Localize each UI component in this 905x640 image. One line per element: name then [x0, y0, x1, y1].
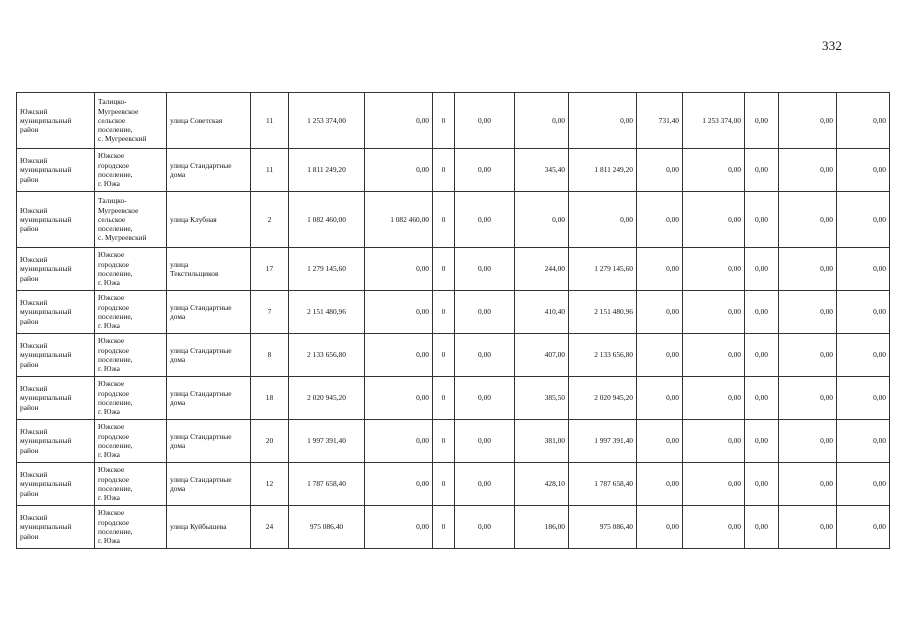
- value-cell: 0,00: [683, 377, 745, 420]
- value-cell: 0,00: [365, 248, 433, 291]
- settlement-cell-line: поселение,: [98, 527, 133, 536]
- street-cell-line: улица Стандартные: [170, 388, 232, 398]
- street-cell: [167, 463, 251, 506]
- value-cell: 0,00: [779, 377, 837, 420]
- settlement-cell-line: Южское: [98, 151, 125, 161]
- settlement-cell-line: с. Мугреевский: [98, 134, 147, 144]
- value-cell: 2 020 945,20: [569, 377, 637, 420]
- value-cell: 0,00: [779, 334, 837, 377]
- district-cell-line: муниципальный: [20, 264, 72, 274]
- value-cell: 2 133 656,80: [569, 334, 637, 377]
- value-cell: 0,00: [745, 291, 779, 334]
- district-cell: [17, 93, 95, 149]
- value-cell: 0,00: [455, 291, 515, 334]
- district-cell-line: Южский: [20, 205, 48, 215]
- street-cell-line: улица Куйбышева: [170, 522, 227, 532]
- table-row: [17, 420, 890, 463]
- total-cost-cell: 2 020 945,20: [289, 377, 365, 420]
- value-cell: 2 151 480,96: [569, 291, 637, 334]
- settlement-cell-line: г. Южа: [98, 536, 120, 546]
- street-cell: [167, 149, 251, 192]
- district-cell-line: район: [20, 402, 39, 412]
- value-cell: 0,00: [745, 93, 779, 149]
- number-cell: 11: [251, 149, 289, 192]
- value-cell: 0,00: [837, 506, 890, 549]
- value-cell: 0,00: [779, 93, 837, 149]
- settlement-cell-line: поселение,: [98, 441, 133, 450]
- total-cost-cell: 1 787 658,40: [289, 463, 365, 506]
- value-cell: 0,00: [779, 291, 837, 334]
- settlement-cell-line: г. Южа: [98, 450, 120, 460]
- value-cell: 0,00: [683, 192, 745, 248]
- value-cell: 0,00: [365, 149, 433, 192]
- settlement-cell-line: Южское: [98, 508, 125, 518]
- value-cell: 1 253 374,00: [683, 93, 745, 149]
- value-cell: 0,00: [779, 463, 837, 506]
- street-cell: [167, 506, 251, 549]
- street-cell-line: дома: [170, 484, 186, 493]
- district-cell: [17, 377, 95, 420]
- street-cell: [167, 248, 251, 291]
- value-cell: 0,00: [637, 506, 683, 549]
- total-cost-cell: 1 811 249,20: [289, 149, 365, 192]
- district-cell-line: Южский: [20, 470, 48, 480]
- value-cell: 428,10: [515, 463, 569, 506]
- value-cell: 0,00: [745, 192, 779, 248]
- count-cell: 0: [433, 248, 455, 291]
- district-cell: [17, 334, 95, 377]
- value-cell: 0,00: [683, 334, 745, 377]
- settlement-cell-line: поселение,: [98, 398, 133, 407]
- table-row: [17, 248, 890, 291]
- district-cell-line: муниципальный: [20, 165, 72, 175]
- district-cell: [17, 248, 95, 291]
- street-cell: [167, 420, 251, 463]
- value-cell: 1 082 460,00: [365, 192, 433, 248]
- district-cell-line: муниципальный: [20, 393, 72, 403]
- district-cell: [17, 506, 95, 549]
- number-cell: 18: [251, 377, 289, 420]
- settlement-cell-line: Мугреевское: [98, 205, 139, 215]
- value-cell: 381,00: [515, 420, 569, 463]
- table-row: [17, 463, 890, 506]
- value-cell: 244,00: [515, 248, 569, 291]
- value-cell: 0,00: [779, 248, 837, 291]
- settlement-cell: [95, 420, 167, 463]
- street-cell-line: улица Стандартные: [170, 431, 232, 441]
- district-cell-line: Южский: [20, 156, 48, 166]
- district-cell-line: муниципальный: [20, 115, 72, 125]
- value-cell: 407,00: [515, 334, 569, 377]
- value-cell: 0,00: [365, 420, 433, 463]
- value-cell: 975 086,40: [569, 506, 637, 549]
- district-cell: [17, 463, 95, 506]
- settlement-cell: [95, 463, 167, 506]
- value-cell: 0,00: [779, 420, 837, 463]
- district-cell-line: Южский: [20, 106, 48, 116]
- table-row: [17, 334, 890, 377]
- settlement-cell-line: поселение,: [98, 125, 133, 135]
- value-cell: 0,00: [745, 506, 779, 549]
- street-cell-line: дома: [170, 312, 186, 321]
- street-cell-line: улица Клубная: [170, 214, 217, 224]
- street-cell: [167, 192, 251, 248]
- table-row: [17, 506, 890, 549]
- settlement-cell-line: городское: [98, 345, 130, 355]
- settlement-cell: [95, 506, 167, 549]
- count-cell: 0: [433, 149, 455, 192]
- settlement-cell-line: поселение,: [98, 269, 133, 278]
- settlement-cell-line: г. Южа: [98, 407, 120, 417]
- settlement-cell: [95, 192, 167, 248]
- value-cell: 1 811 249,20: [569, 149, 637, 192]
- value-cell: 0,00: [779, 192, 837, 248]
- settlement-cell-line: Южское: [98, 379, 125, 389]
- district-cell-line: Южский: [20, 255, 48, 265]
- district-cell: [17, 149, 95, 192]
- street-cell-line: улица Стандартные: [170, 345, 232, 355]
- value-cell: 0,00: [365, 377, 433, 420]
- settlement-cell: [95, 291, 167, 334]
- value-cell: 0,00: [637, 248, 683, 291]
- number-cell: 12: [251, 463, 289, 506]
- settlement-cell-line: городское: [98, 160, 130, 170]
- settlement-cell-line: Мугреевское: [98, 106, 139, 116]
- value-cell: 0,00: [837, 334, 890, 377]
- value-cell: 0,00: [837, 192, 890, 248]
- count-cell: 0: [433, 463, 455, 506]
- value-cell: 0,00: [837, 93, 890, 149]
- district-cell: [17, 192, 95, 248]
- settlement-cell-line: городское: [98, 474, 130, 484]
- number-cell: 20: [251, 420, 289, 463]
- count-cell: 0: [433, 93, 455, 149]
- count-cell: 0: [433, 377, 455, 420]
- settlement-cell-line: Южское: [98, 336, 125, 346]
- value-cell: 0,00: [637, 463, 683, 506]
- value-cell: 0,00: [837, 420, 890, 463]
- value-cell: 0,00: [637, 377, 683, 420]
- number-cell: 11: [251, 93, 289, 149]
- count-cell: 0: [433, 334, 455, 377]
- street-cell: [167, 377, 251, 420]
- value-cell: 0,00: [637, 149, 683, 192]
- district-cell-line: муниципальный: [20, 350, 72, 360]
- settlement-cell-line: г. Южа: [98, 364, 120, 374]
- district-cell-line: муниципальный: [20, 436, 72, 446]
- total-cost-cell: 1 279 145,60: [289, 248, 365, 291]
- value-cell: 0,00: [745, 149, 779, 192]
- settlement-cell: [95, 334, 167, 377]
- value-cell: 0,00: [683, 149, 745, 192]
- district-cell-line: Южский: [20, 427, 48, 437]
- street-cell-line: улица Советская: [170, 115, 223, 125]
- value-cell: 0,00: [455, 377, 515, 420]
- value-cell: 0,00: [365, 93, 433, 149]
- value-cell: 0,00: [455, 149, 515, 192]
- district-cell-line: Южский: [20, 384, 48, 394]
- value-cell: 0,00: [745, 463, 779, 506]
- number-cell: 2: [251, 192, 289, 248]
- street-cell-line: дома: [170, 355, 186, 364]
- value-cell: 0,00: [837, 377, 890, 420]
- settlement-cell-line: Южское: [98, 465, 125, 475]
- district-cell-line: район: [20, 359, 39, 369]
- total-cost-cell: 1 253 374,00: [289, 93, 365, 149]
- value-cell: 0,00: [365, 334, 433, 377]
- value-cell: 0,00: [779, 149, 837, 192]
- value-cell: 0,00: [515, 192, 569, 248]
- settlement-cell-line: г. Южа: [98, 179, 120, 189]
- settlement-cell-line: с. Мугреевский: [98, 233, 147, 243]
- value-cell: 1 279 145,60: [569, 248, 637, 291]
- value-cell: 0,00: [683, 248, 745, 291]
- settlement-cell-line: городское: [98, 302, 130, 312]
- value-cell: 345,40: [515, 149, 569, 192]
- district-cell: [17, 291, 95, 334]
- count-cell: 0: [433, 420, 455, 463]
- value-cell: 0,00: [455, 248, 515, 291]
- street-cell: [167, 291, 251, 334]
- value-cell: 0,00: [365, 291, 433, 334]
- settlement-cell-line: поселение,: [98, 170, 133, 179]
- settlement-cell-line: поселение,: [98, 312, 133, 321]
- value-cell: 0,00: [745, 377, 779, 420]
- street-cell-line: дома: [170, 441, 186, 450]
- value-cell: 1 997 391,40: [569, 420, 637, 463]
- value-cell: 0,00: [745, 334, 779, 377]
- table-row: [17, 149, 890, 192]
- settlement-cell-line: г. Южа: [98, 278, 120, 288]
- value-cell: 0,00: [515, 93, 569, 149]
- district-cell-line: муниципальный: [20, 307, 72, 317]
- value-cell: 0,00: [455, 420, 515, 463]
- value-cell: 0,00: [745, 420, 779, 463]
- district-cell-line: муниципальный: [20, 214, 72, 224]
- total-cost-cell: 2 151 480,96: [289, 291, 365, 334]
- value-cell: 0,00: [637, 420, 683, 463]
- settlement-cell-line: городское: [98, 259, 130, 269]
- value-cell: 0,00: [683, 506, 745, 549]
- settlement-cell-line: сельское: [98, 115, 126, 125]
- value-cell: 0,00: [637, 334, 683, 377]
- count-cell: 0: [433, 192, 455, 248]
- housing-register-table: [16, 92, 890, 549]
- value-cell: 186,00: [515, 506, 569, 549]
- number-cell: 7: [251, 291, 289, 334]
- count-cell: 0: [433, 506, 455, 549]
- street-cell-line: дома: [170, 398, 186, 407]
- settlement-cell-line: поселение,: [98, 355, 133, 364]
- district-cell-line: муниципальный: [20, 479, 72, 489]
- settlement-cell-line: Талицко-: [98, 196, 127, 206]
- number-cell: 8: [251, 334, 289, 377]
- table-body: [17, 93, 890, 549]
- settlement-cell-line: городское: [98, 388, 130, 398]
- value-cell: 0,00: [683, 463, 745, 506]
- district-cell-line: район: [20, 125, 39, 135]
- settlement-cell-line: поселение,: [98, 484, 133, 493]
- street-cell: [167, 93, 251, 149]
- value-cell: 0,00: [569, 93, 637, 149]
- district-cell-line: район: [20, 273, 39, 283]
- district-cell-line: Южский: [20, 298, 48, 308]
- district-cell-line: район: [20, 174, 39, 184]
- value-cell: 0,00: [455, 334, 515, 377]
- value-cell: 731,40: [637, 93, 683, 149]
- value-cell: 0,00: [683, 291, 745, 334]
- total-cost-cell: 2 133 656,80: [289, 334, 365, 377]
- settlement-cell-line: Талицко-: [98, 97, 127, 107]
- value-cell: 0,00: [837, 248, 890, 291]
- table-row: [17, 377, 890, 420]
- value-cell: 0,00: [455, 463, 515, 506]
- settlement-cell-line: г. Южа: [98, 493, 120, 503]
- value-cell: 0,00: [365, 463, 433, 506]
- street-cell-line: улица: [170, 259, 189, 269]
- settlement-cell-line: городское: [98, 517, 130, 527]
- value-cell: 0,00: [637, 291, 683, 334]
- settlement-cell: [95, 149, 167, 192]
- value-cell: 0,00: [837, 463, 890, 506]
- value-cell: 0,00: [455, 93, 515, 149]
- value-cell: 0,00: [837, 149, 890, 192]
- settlement-cell-line: Южское: [98, 293, 125, 303]
- street-cell-line: улица Стандартные: [170, 160, 232, 170]
- value-cell: 0,00: [779, 506, 837, 549]
- street-cell-line: улица Стандартные: [170, 302, 232, 312]
- settlement-cell-line: поселение,: [98, 224, 133, 234]
- value-cell: 385,50: [515, 377, 569, 420]
- value-cell: 0,00: [837, 291, 890, 334]
- settlement-cell-line: Южское: [98, 250, 125, 260]
- value-cell: 0,00: [455, 506, 515, 549]
- table-row: [17, 291, 890, 334]
- street-cell-line: улица Стандартные: [170, 474, 232, 484]
- total-cost-cell: 1 082 460,00: [289, 192, 365, 248]
- district-cell-line: район: [20, 488, 39, 498]
- district-cell-line: район: [20, 316, 39, 326]
- value-cell: 0,00: [745, 248, 779, 291]
- value-cell: 0,00: [455, 192, 515, 248]
- district-cell-line: Южский: [20, 513, 48, 523]
- total-cost-cell: 1 997 391,40: [289, 420, 365, 463]
- street-cell: [167, 334, 251, 377]
- value-cell: 0,00: [365, 506, 433, 549]
- value-cell: 0,00: [637, 192, 683, 248]
- settlement-cell-line: г. Южа: [98, 321, 120, 331]
- number-cell: 24: [251, 506, 289, 549]
- settlement-cell-line: сельское: [98, 214, 126, 224]
- street-cell-line: дома: [170, 170, 186, 179]
- number-cell: 17: [251, 248, 289, 291]
- settlement-cell: [95, 93, 167, 149]
- value-cell: 410,40: [515, 291, 569, 334]
- page-number: 332: [822, 38, 843, 53]
- value-cell: 0,00: [683, 420, 745, 463]
- value-cell: 0,00: [569, 192, 637, 248]
- district-cell-line: муниципальный: [20, 522, 72, 532]
- total-cost-cell: 975 086,40: [289, 506, 365, 549]
- district-cell-line: Южский: [20, 341, 48, 351]
- settlement-cell-line: городское: [98, 431, 130, 441]
- district-cell-line: район: [20, 445, 39, 455]
- count-cell: 0: [433, 291, 455, 334]
- settlement-cell-line: Южское: [98, 422, 125, 432]
- district-cell: [17, 420, 95, 463]
- street-cell-line: Текстильщиков: [170, 269, 219, 278]
- table-row: [17, 192, 890, 248]
- settlement-cell: [95, 248, 167, 291]
- settlement-cell: [95, 377, 167, 420]
- value-cell: 1 787 658,40: [569, 463, 637, 506]
- table-row: [17, 93, 890, 149]
- district-cell-line: район: [20, 224, 39, 234]
- district-cell-line: район: [20, 531, 39, 541]
